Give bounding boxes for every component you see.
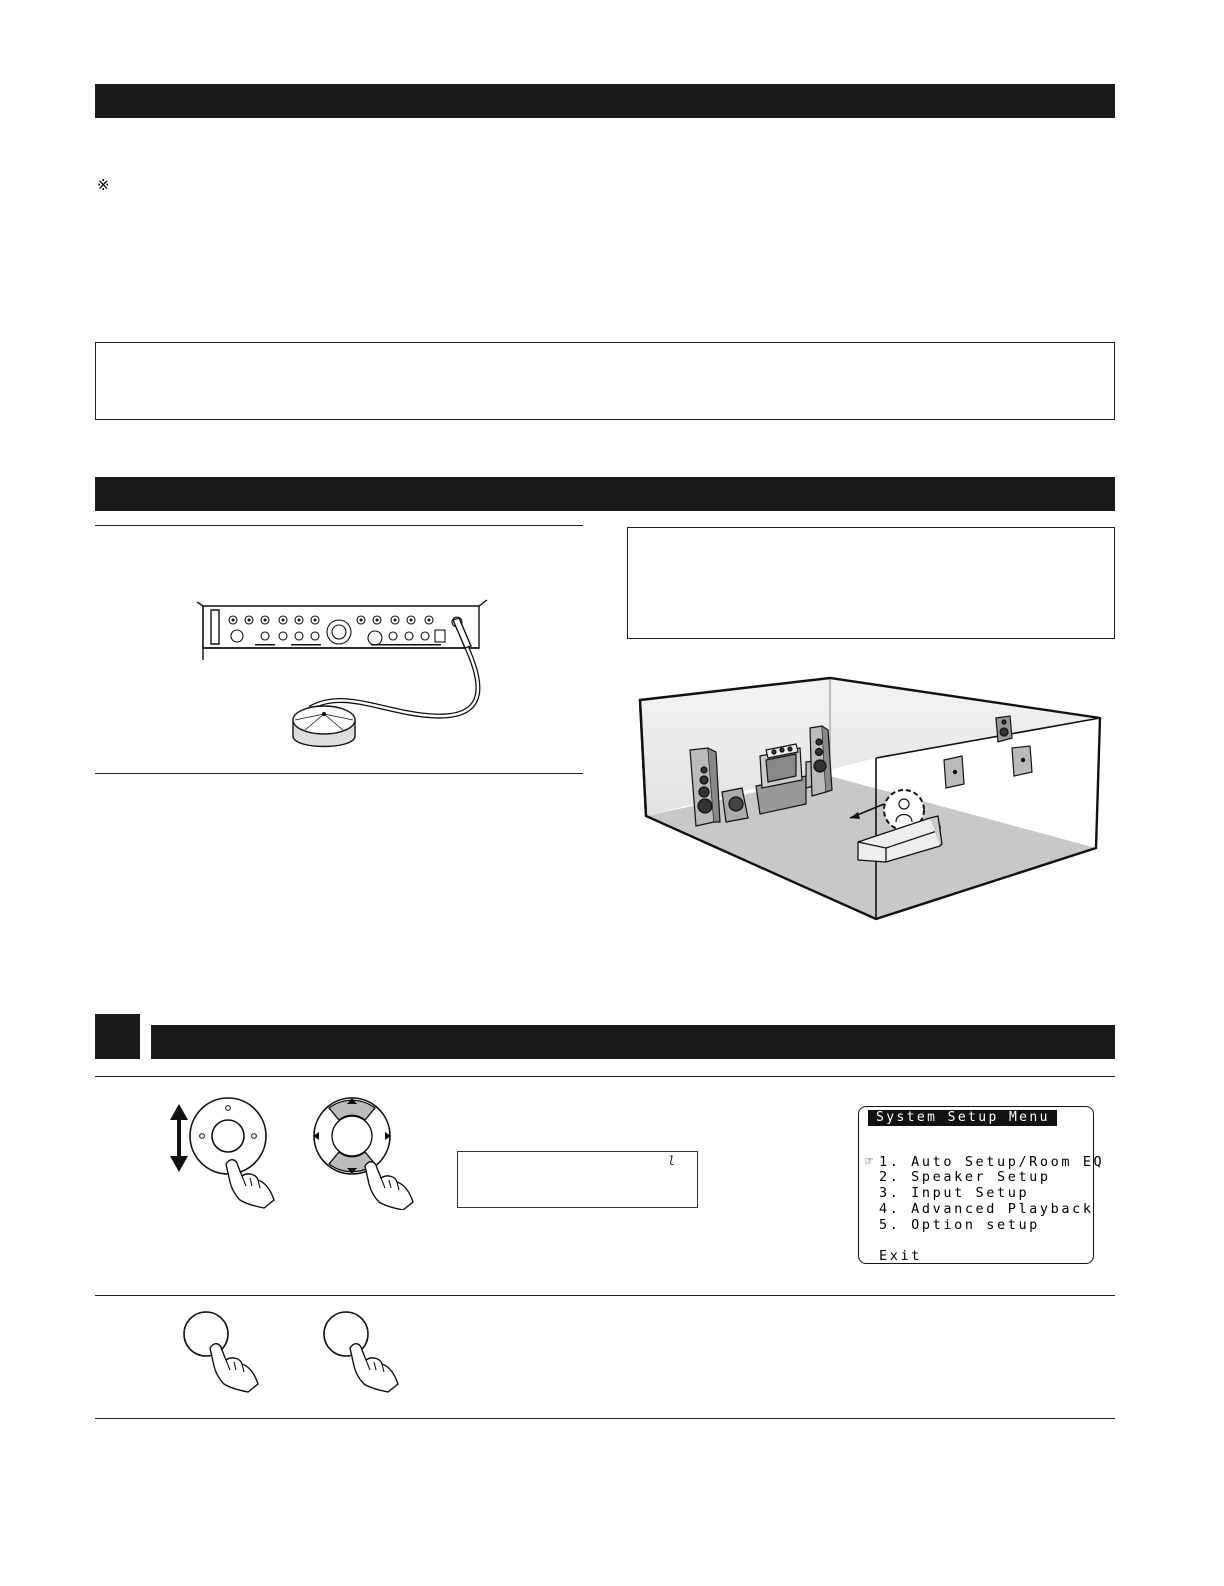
osd-system-setup-menu — [858, 1106, 1105, 1264]
left-column-top-rule — [95, 525, 583, 526]
note-symbol: ※ — [97, 177, 110, 194]
step-rule-2 — [95, 1295, 1115, 1296]
osd-cursor-icon: ☞ — [865, 1154, 873, 1169]
rear-panel-illustration — [195, 598, 500, 760]
left-column-bottom-rule — [95, 773, 583, 774]
dial-illustration[interactable] — [166, 1092, 284, 1210]
osd-menu-title: System Setup Menu — [868, 1110, 1057, 1126]
section-header-bar-1 — [95, 84, 1115, 118]
section-header-bar-2 — [95, 477, 1115, 511]
room-illustration — [636, 676, 1102, 921]
osd-menu-item-input-setup[interactable]: 3. Input Setup — [879, 1185, 1030, 1201]
front-display — [457, 1151, 698, 1208]
step-rule-1 — [95, 1076, 1115, 1077]
caution-box — [627, 527, 1115, 639]
step-header-bar — [151, 1025, 1115, 1059]
osd-menu-item-exit[interactable]: Exit — [879, 1248, 922, 1264]
display-indicator: l — [667, 1154, 675, 1168]
cursor-pad-illustration[interactable] — [307, 1092, 417, 1210]
step-rule-3 — [95, 1418, 1115, 1419]
round-button-left-illustration[interactable] — [182, 1310, 264, 1394]
step-number-square — [95, 1014, 140, 1059]
round-button-right-illustration[interactable] — [322, 1310, 404, 1394]
osd-menu-item-advanced-playback[interactable]: 4. Advanced Playback — [879, 1201, 1094, 1217]
osd-menu-item-speaker-setup[interactable]: 2. Speaker Setup — [879, 1169, 1051, 1185]
osd-menu-item-option-setup[interactable]: 5. Option setup — [879, 1217, 1040, 1233]
notice-box — [95, 342, 1115, 420]
osd-menu-item-auto-setup[interactable]: 1. Auto Setup/Room EQ — [879, 1154, 1105, 1170]
